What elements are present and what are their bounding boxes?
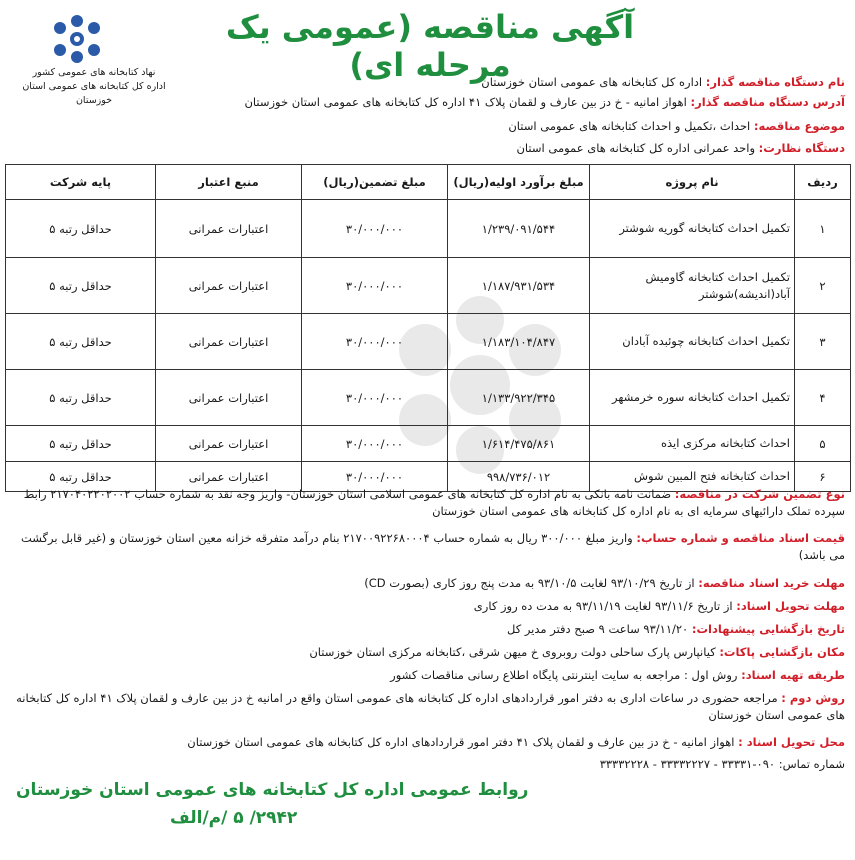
table-row	[6, 314, 851, 370]
column-header: نام پروژه	[590, 165, 795, 200]
detail-phone	[6, 756, 845, 773]
detail-label: تاریخ بازگشایی پیشنهادات:	[691, 622, 845, 636]
row-number: ۵	[795, 426, 851, 462]
library-emblem-icon	[40, 12, 115, 67]
info-row-subject	[195, 118, 845, 134]
detail-value: کیانپارس پارک ساحلی دولت روبروی خ میهن شرقی ،کتابخانه مرکزی استان خوزستان	[309, 645, 720, 659]
info-label: نام دستگاه مناقصه گذار:	[705, 75, 845, 89]
estimate-amount: ۱/۱۸۷/۹۳۱/۵۳۴	[448, 258, 590, 314]
detail-value: ضمانت نامه بانکی به نام اداره کل کتابخانه های عمومی اسلامی استان خوزستان- واریز وجه نقد به شماره حساب ۲۱۷۰۴۰۲۲۰۲۰۰۲ رابط سپرده تملک دارائیهای سرمایه ای به نام اداره کل کتابخانه های عمومی استان خوزستان	[23, 487, 845, 518]
detail-opening-date	[6, 621, 845, 638]
guarantee-amount: ۳۰/۰۰۰/۰۰۰	[302, 426, 448, 462]
project-name: تکمیل احداث کتابخانه سوره خرمشهر	[590, 370, 795, 426]
column-header: مبلغ برآورد اولیه(ریال)	[448, 165, 590, 200]
project-name: احداث کتابخانه مرکزی ایذه	[590, 426, 795, 462]
detail-label: نوع تضمین شرکت در مناقصه:	[674, 487, 845, 501]
detail-value: اهواز امانیه - خ دز بین عارف و لقمان پلاک ۴۱ دفتر امور قراردادهای اداره کل کتابخانه های عمومی استان خوزستان	[187, 735, 739, 749]
column-header: مبلغ تضمین(ریال)	[302, 165, 448, 200]
table-row	[6, 370, 851, 426]
estimate-amount: ۱/۲۳۹/۰۹۱/۵۴۴	[448, 200, 590, 258]
org-line-1: نهاد کتابخانه های عمومی کشور	[32, 67, 156, 78]
column-header: پایه شرکت	[6, 165, 156, 200]
estimate-amount: ۱/۱۳۳/۹۲۲/۳۴۵	[448, 370, 590, 426]
company-grade: حداقل رتبه ۵	[6, 258, 156, 314]
projects-table	[5, 164, 851, 492]
company-grade: حداقل رتبه ۵	[6, 462, 156, 492]
detail-document-price	[6, 530, 845, 564]
funding-source: اعتبارات عمرانی	[156, 314, 302, 370]
row-number: ۶	[795, 462, 851, 492]
detail-guarantee-type	[6, 486, 845, 520]
project-name: احداث کتابخانه فتح المبین شوش	[590, 462, 795, 492]
info-value: اداره کل کتابخانه های عمومی استان خوزستان	[481, 75, 706, 89]
row-number: ۱	[795, 200, 851, 258]
funding-source: اعتبارات عمرانی	[156, 258, 302, 314]
detail-delivery-place	[6, 734, 845, 751]
project-name: تکمیل احداث کتابخانه گوریه شوشتر	[590, 200, 795, 258]
company-grade: حداقل رتبه ۵	[6, 426, 156, 462]
info-value: اهواز امانیه - خ دز بین عارف و لقمان پلاک ۴۱ اداره کل کتابخانه های عمومی استان خوزستان	[244, 95, 691, 109]
detail-purchase-deadline	[6, 575, 845, 592]
funding-source: اعتبارات عمرانی	[156, 200, 302, 258]
column-header: ردیف	[795, 165, 851, 200]
detail-label: روش دوم :	[781, 691, 845, 705]
column-header: منبع اعتبار	[156, 165, 302, 200]
guarantee-amount: ۳۰/۰۰۰/۰۰۰	[302, 462, 448, 492]
detail-label: محل تحویل اسناد :	[738, 735, 845, 749]
detail-label: مهلت خرید اسناد مناقصه:	[698, 576, 845, 590]
project-name: تکمیل احداث کتابخانه گاومیش آباد(اندیشه)شوشتر	[590, 258, 795, 314]
org-line-2: اداره کل کتابخانه های عمومی استان خوزستان	[22, 81, 166, 106]
table-row	[6, 426, 851, 462]
project-name: تکمیل احداث کتابخانه چوئبده آبادان	[590, 314, 795, 370]
detail-value: از تاریخ ۹۳/۱۱/۶ لغایت ۹۳/۱۱/۱۹ به مدت ده روز کاری	[473, 599, 737, 613]
row-number: ۴	[795, 370, 851, 426]
detail-value: ۹۳/۱۱/۲۰ ساعت ۹ صبح دفتر مدیر کل	[506, 622, 692, 636]
table-header-row	[6, 165, 851, 200]
detail-label: قیمت اسناد مناقصه و شماره حساب:	[636, 531, 845, 545]
info-value: احداث ،تکمیل و احداث کتابخانه های عمومی استان	[508, 119, 754, 133]
company-grade: حداقل رتبه ۵	[6, 200, 156, 258]
info-label: آدرس دستگاه مناقصه گذار:	[690, 95, 845, 109]
detail-method-one	[6, 667, 845, 684]
table-row	[6, 258, 851, 314]
detail-label: مهلت تحویل اسناد:	[736, 599, 845, 613]
info-row-supervisor	[195, 140, 845, 156]
company-grade: حداقل رتبه ۵	[6, 314, 156, 370]
funding-source: اعتبارات عمرانی	[156, 370, 302, 426]
notice-title: آگهی مناقصه (عمومی یک مرحله ای)	[225, 8, 635, 84]
guarantee-amount: ۳۰/۰۰۰/۰۰۰	[302, 314, 448, 370]
detail-method-two	[6, 690, 845, 724]
public-relations-signature: روابط عمومی اداره کل کتابخانه های عمومی استان خوزستان	[16, 780, 529, 800]
organization-name	[4, 66, 184, 108]
detail-opening-place	[6, 644, 845, 661]
guarantee-amount: ۳۰/۰۰۰/۰۰۰	[302, 258, 448, 314]
funding-source: اعتبارات عمرانی	[156, 426, 302, 462]
info-row-address	[195, 94, 845, 110]
company-grade: حداقل رتبه ۵	[6, 370, 156, 426]
row-number: ۳	[795, 314, 851, 370]
table-row	[6, 200, 851, 258]
detail-delivery-deadline	[6, 598, 845, 615]
guarantee-amount: ۳۰/۰۰۰/۰۰۰	[302, 200, 448, 258]
info-row-authority	[195, 74, 845, 90]
row-number: ۲	[795, 258, 851, 314]
estimate-amount: ۱/۶۱۴/۴۷۵/۸۶۱	[448, 426, 590, 462]
info-label: موضوع مناقصه:	[753, 119, 845, 133]
info-value: واحد عمرانی اداره کل کتابخانه های عمومی استان	[516, 141, 759, 155]
detail-value: روش اول : مراجعه به سایت اینترنتی پایگاه اطلاع رسانی مناقصات کشور	[390, 668, 742, 682]
estimate-amount: ۹۹۸/۷۳۶/۰۱۲	[448, 462, 590, 492]
detail-value: مراجعه حضوری در ساعات اداری به دفتر امور قراردادهای اداره کل کتابخانه های عمومی استان واقع در امانیه خ دز بین عارف و لقمان پلاک ۴۱ اداره کل کتابخانه های عمومی استان خوزستان	[16, 691, 845, 722]
detail-label: طریقه تهیه اسناد:	[741, 668, 845, 682]
guarantee-amount: ۳۰/۰۰۰/۰۰۰	[302, 370, 448, 426]
detail-value: از تاریخ ۹۳/۱۰/۲۹ لغایت ۹۳/۱۰/۵ به مدت پنج روز کاری (بصورت CD)	[364, 576, 699, 590]
info-label: دستگاه نظارت:	[758, 141, 845, 155]
funding-source: اعتبارات عمرانی	[156, 462, 302, 492]
estimate-amount: ۱/۱۸۳/۱۰۴/۸۴۷	[448, 314, 590, 370]
detail-value: واریز مبلغ ۳۰۰/۰۰۰ ریال به شماره حساب ۲۱۷۰۰۹۲۲۶۸۰۰۰۴ بنام درآمد متفرقه خزانه معین استان خوزستان و (غیر قابل برگشت می باشد)	[21, 531, 845, 562]
detail-label: مکان بازگشایی پاکات:	[719, 645, 845, 659]
detail-value: شماره تماس: ۰۹۰-۳۳۳۳۱ - ۳۳۳۳۲۲۲۷ - ۳۳۳۳۲۲۲۸	[599, 757, 845, 771]
notice-number: ۲۹۴۲/ ۵ /م/الف	[170, 808, 298, 828]
